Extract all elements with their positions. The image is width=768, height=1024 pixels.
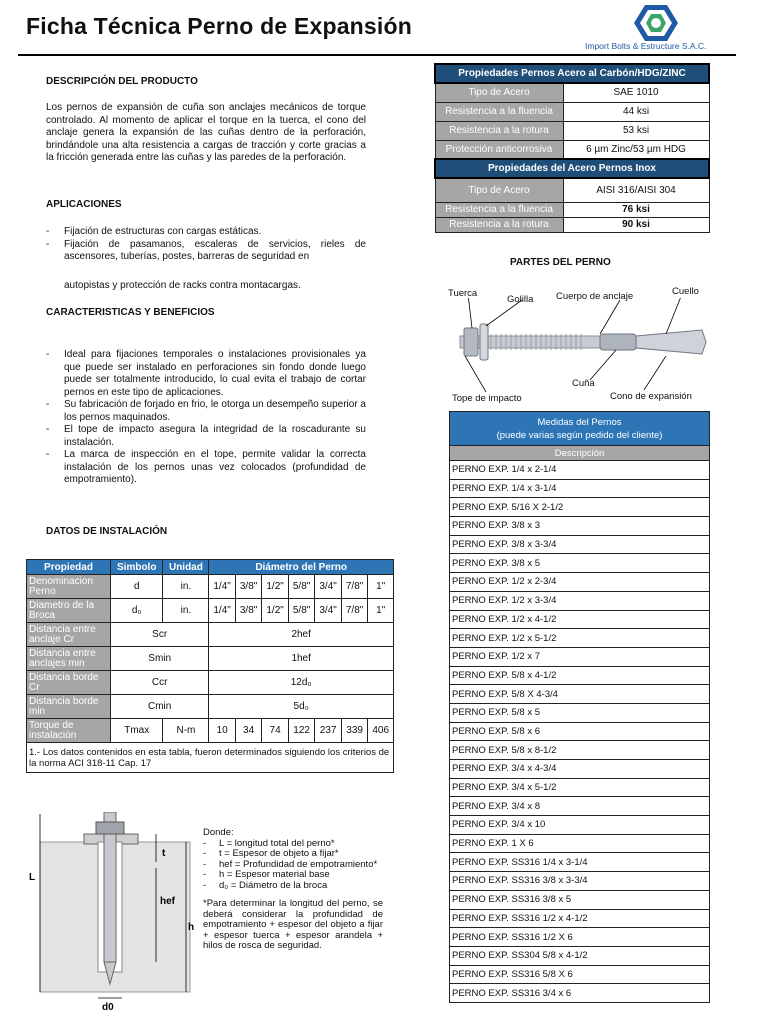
table-row: PERNO EXP. 5/8 X 4-3/4 (450, 685, 710, 704)
diagram-label-L: L (29, 872, 36, 883)
col-header: Propiedad (27, 560, 111, 575)
table-row: PERNO EXP. 1/2 x 2-3/4 (450, 573, 710, 592)
prop-value: 76 ksi (563, 202, 709, 217)
row-label: Distancia entre anclajes min (27, 647, 111, 671)
row-label: Torque de instalación (27, 719, 111, 743)
measures-subheader: Descripción (450, 446, 710, 461)
list-item: - d₀ = Diámetro de la broca (203, 881, 383, 892)
prop-value: AISI 316/AISI 304 (563, 178, 709, 202)
row-label: Distancia borde Cr (27, 671, 111, 695)
install-note: 1.- Los datos contenidos en esta tabla, fueron determinados siguiendo los criterios de la norma ACI 318-11 Cap. 17 (27, 743, 394, 773)
cell: 237 (315, 719, 342, 743)
table-row: PERNO EXP. 1/2 x 7 (450, 647, 710, 666)
cell: Ccr (111, 671, 209, 695)
table-row: PERNO EXP. 5/8 x 4-1/2 (450, 666, 710, 685)
list-item: - El tope de impacto asegura la integridad de la roscadurante su instalación. (46, 424, 366, 449)
install-table (26, 559, 394, 773)
table-row: PERNO EXP. 3/4 x 10 (450, 816, 710, 835)
page-title: Ficha Técnica Perno de Expansión (26, 13, 413, 39)
list-item: - h = Espesor material base (203, 870, 383, 881)
col-header: Simbolo (111, 560, 163, 575)
table-row: PERNO EXP. SS316 1/2 x 4-1/2 (450, 909, 710, 928)
table-row: PERNO EXP. 5/8 x 5 (450, 703, 710, 722)
list-item: - L = longitud total del perno* (203, 839, 383, 850)
table-row: PERNO EXP. 3/8 x 5 (450, 554, 710, 573)
bolt-parts-diagram (440, 298, 720, 394)
table-row: PERNO EXP. 1 X 6 (450, 834, 710, 853)
table-row: PERNO EXP. 3/4 x 8 (450, 797, 710, 816)
table-row: PERNO EXP. SS316 1/4 x 3-1/4 (450, 853, 710, 872)
diagram-label-h: h (188, 922, 195, 933)
label-tope: Tope de impacto (452, 393, 522, 404)
properties-table (434, 63, 710, 233)
prop-label: Tipo de Acero (435, 83, 563, 102)
table-row: PERNO EXP. 5/16 X 2-1/2 (450, 498, 710, 517)
benefits-title: CARACTERISTICAS Y BENEFICIOS (46, 307, 215, 318)
cell: 1/4" (209, 599, 236, 623)
company-logo-icon (632, 3, 680, 43)
cell: in. (163, 575, 209, 599)
cell: 7/8" (341, 575, 368, 599)
cell: Smin (111, 647, 209, 671)
install-title: DATOS DE INSTALACIÓN (46, 526, 168, 537)
company-name: Import Bolts & Estructure S.A.C. (585, 41, 707, 51)
applications-title: APLICACIONES (46, 199, 122, 210)
cell: 10 (209, 719, 236, 743)
description-title: DESCRIPCIÓN DEL PRODUCTO (46, 76, 198, 87)
cell: 5/8" (288, 599, 315, 623)
cell: Tmax (111, 719, 163, 743)
prop-label: Protección anticorrosiva (435, 140, 563, 159)
table-row: PERNO EXP. 1/4 x 3-1/4 (450, 479, 710, 498)
list-item: - Fijación de pasamanos, escaleras de servicios, rieles de ascensores, tuberías, postes, barreras de seguridad en (46, 239, 366, 264)
prop-label: Resistencia a la rotura (435, 217, 563, 232)
list-item: - Su fabricación de forjado en frio, le otorga un desempeño superior a los pernos maquinados. (46, 399, 366, 424)
cell: N-m (163, 719, 209, 743)
legend-note: *Para determinar la longitud del perno, se deberá considerar la profundidad de empotramiento + espesor del objeto a fijar + espesor tuerca + espesor arandela + hilos de rosca de seguridad. (203, 898, 383, 951)
table-row: PERNO EXP. SS316 5/8 X 6 (450, 965, 710, 984)
label-cono: Cono de expansión (610, 391, 692, 402)
table-row: PERNO EXP. 3/8 x 3 (450, 517, 710, 536)
label-cuerpo: Cuerpo de anclaje (556, 291, 634, 302)
table-row: PERNO EXP. 1/2 x 5-1/2 (450, 629, 710, 648)
cell: 1/4" (209, 575, 236, 599)
applications-continuation: autopistas y protección de racks contra montacargas. (64, 280, 301, 291)
cell: 74 (262, 719, 289, 743)
prop-value: 53 ksi (563, 121, 709, 140)
cell: 1hef (209, 647, 394, 671)
prop-value: 44 ksi (563, 102, 709, 121)
diagram-label-hef: hef (160, 896, 175, 907)
row-label: Distancia borde min (27, 695, 111, 719)
prop-label: Resistencia a la fluencia (435, 102, 563, 121)
label-cuna: Cuña (572, 378, 595, 389)
cell: Cmin (111, 695, 209, 719)
table-row: PERNO EXP. 3/4 x 4-3/4 (450, 760, 710, 779)
prop-label: Resistencia a la rotura (435, 121, 563, 140)
table-row: PERNO EXP. 3/8 x 3-3/4 (450, 535, 710, 554)
legend-title: Donde: (203, 827, 234, 838)
col-header: Unidad (163, 560, 209, 575)
prop-value: 90 ksi (563, 217, 709, 232)
table-row: PERNO EXP. SS304 5/8 x 4-1/2 (450, 946, 710, 965)
cell: 12d₀ (209, 671, 394, 695)
label-cuello: Cuello (672, 286, 699, 297)
applications-list (46, 226, 366, 264)
cell: 122 (288, 719, 315, 743)
description-text: Los pernos de expansión de cuña son anclajes mecánicos de torque controlado. Al momento de aplicar el torque en la tuerca, el cono del anclaje genera la expansión de las cuñas dentro de la perforación, brindándole una alta resistencia a cargas de tracción y corte gracias a la fricción generada entre las cuñas y las paredes de la perforación. (46, 102, 366, 163)
parts-title: PARTES DEL PERNO (510, 257, 611, 268)
benefits-list (46, 349, 366, 487)
measures-table (449, 411, 710, 1003)
prop-value: SAE 1010 (563, 83, 709, 102)
cell: 5/8" (288, 575, 315, 599)
cell: 1" (368, 575, 394, 599)
table-row: PERNO EXP. 1/2 x 4-1/2 (450, 610, 710, 629)
cell: 3/8" (235, 599, 262, 623)
col-header: Diámetro del Perno (209, 560, 394, 575)
prop-label: Tipo de Acero (435, 178, 563, 202)
cell: 1" (368, 599, 394, 623)
cell: 2hef (209, 623, 394, 647)
props-inox-header: Propiedades del Acero Pernos Inox (435, 159, 709, 178)
cell: in. (163, 599, 209, 623)
prop-value: 6 µm Zinc/53 µm HDG (563, 140, 709, 159)
list-item: - La marca de inspección en el tope, permite validar la correcta instalación de los pernos unas vez colocados (profundidad de empotramiento). (46, 449, 366, 487)
cell: 406 (368, 719, 394, 743)
table-row: PERNO EXP. 3/4 x 5-1/2 (450, 778, 710, 797)
label-tuerca: Tuerca (448, 288, 478, 299)
legend-block (203, 828, 383, 952)
cell: 1/2" (262, 575, 289, 599)
row-label: Distancia entre anclaje Cr (27, 623, 111, 647)
cell: 34 (235, 719, 262, 743)
measures-header-line1: Medidas del Pernos (537, 416, 622, 428)
table-row: PERNO EXP. SS316 3/4 x 6 (450, 984, 710, 1003)
row-label: Denominacion Perno (27, 575, 111, 599)
diagram-label-d0: d0 (102, 1002, 114, 1012)
props-carbon-header: Propiedades Pernos Acero al Carbón/HDG/ZINC (435, 64, 709, 83)
measures-header-line2: (puede varias según pedido del cliente) (496, 429, 663, 441)
row-label: Diametro de la Broca (27, 599, 111, 623)
table-row: PERNO EXP. SS316 1/2 X 6 (450, 928, 710, 947)
table-row: PERNO EXP. 1/2 x 3-3/4 (450, 591, 710, 610)
cell: 3/8" (235, 575, 262, 599)
list-item: - hef = Profundidad de empotramiento* (203, 860, 383, 871)
diagram-label-t: t (162, 848, 166, 859)
cell: Scr (111, 623, 209, 647)
list-item: - Fijación de estructuras con cargas estáticas. (46, 226, 366, 239)
cell: 3/4" (315, 575, 342, 599)
cell: 1/2" (262, 599, 289, 623)
prop-label: Resistencia a la fluencia (435, 202, 563, 217)
measures-header (450, 412, 710, 446)
cell: 339 (341, 719, 368, 743)
cell: 7/8" (341, 599, 368, 623)
table-row: PERNO EXP. SS316 3/8 x 5 (450, 890, 710, 909)
table-row: PERNO EXP. 5/8 x 6 (450, 722, 710, 741)
table-row: PERNO EXP. 5/8 x 8-1/2 (450, 741, 710, 760)
cell: d₀ (111, 599, 163, 623)
label-golilla: Golilla (507, 294, 534, 305)
cell: d (111, 575, 163, 599)
header-divider (18, 54, 736, 56)
table-row: PERNO EXP. 1/4 x 2-1/4 (450, 461, 710, 480)
cell: 3/4" (315, 599, 342, 623)
install-diagram (26, 812, 196, 1012)
cell: 5d₀ (209, 695, 394, 719)
list-item: - Ideal para fijaciones temporales o instalaciones provisionales ya que puede ser instalado en perforaciones sin fondo donde luego puede ser totalmente introducido, lo cual evita el trabajo de cortar pernos en este tipo de aplicaciones. (46, 349, 366, 399)
table-row: PERNO EXP. SS316 3/8 x 3-3/4 (450, 872, 710, 891)
list-item: - t = Espesor de objeto a fijar* (203, 849, 383, 860)
